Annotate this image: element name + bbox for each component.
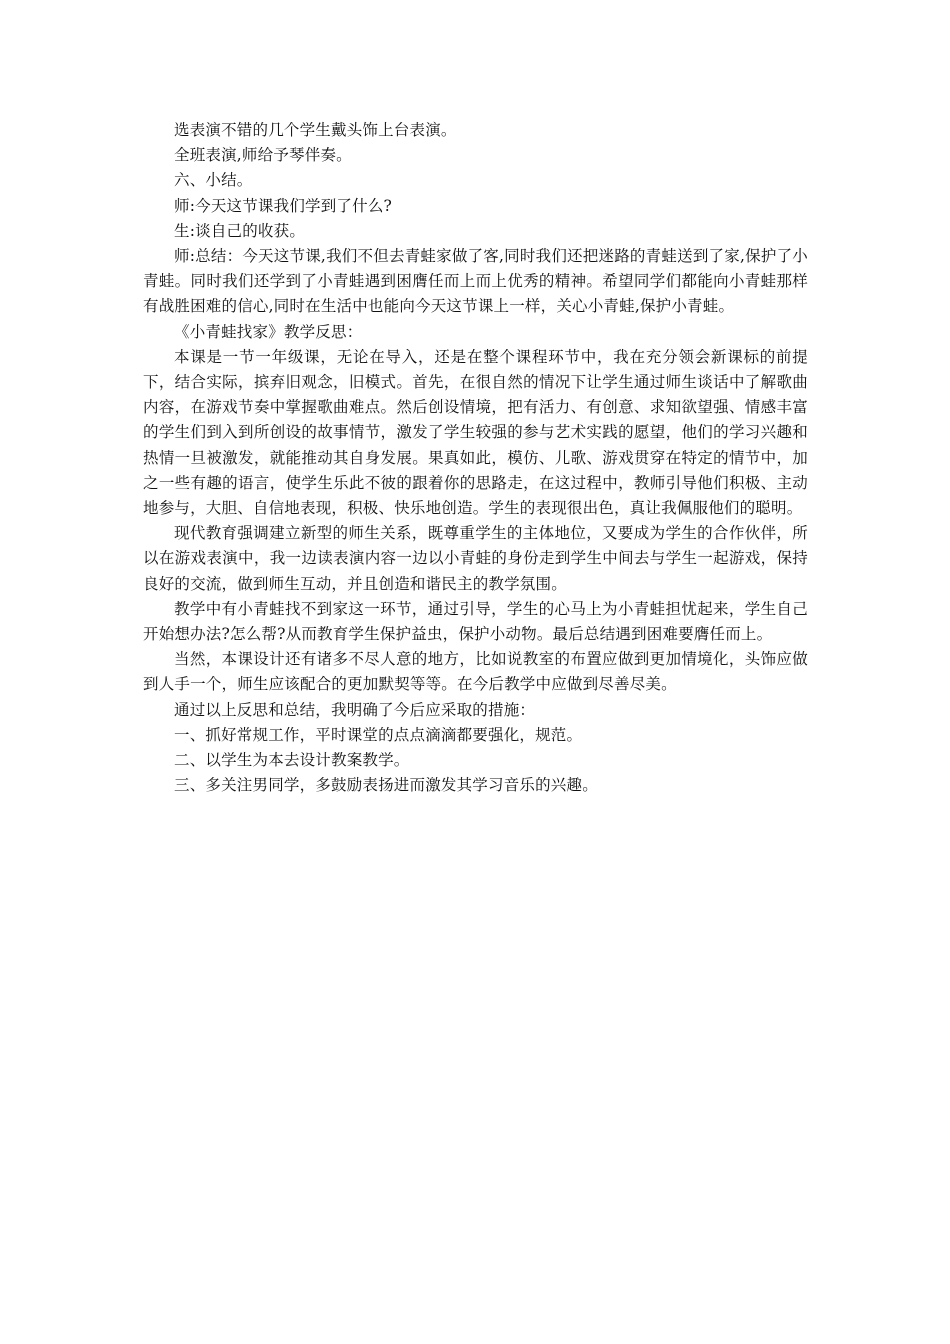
paragraph: 教学中有小青蛙找不到家这一环节，通过引导，学生的心马上为小青蛙担忧起来，学生自己开始想办法?怎么帮?从而教育学生保护益虫，保护小动物。最后总结遇到困难要膺任而上。 <box>143 599 808 644</box>
paragraph: 选表演不错的几个学生戴头饰上台表演。 <box>174 121 457 139</box>
paragraph: 当然，本课设计还有诸多不尽人意的地方，比如说教室的布置应做到更加情境化，头饰应做到人手一个，师生应该配合的更加默契等等。在今后教学中应做到尽善尽美。 <box>143 650 808 694</box>
section-heading: 六、小结。 <box>174 171 253 190</box>
reflection-title: 《小青蛙找家》教学反思： <box>174 322 363 341</box>
paragraph: 生:谈自己的收获。 <box>174 221 306 240</box>
document-page <box>143 118 808 798</box>
paragraph: 师:今天这节课我们学到了什么? <box>174 196 393 215</box>
paragraph: 全班表演,师给予琴伴奏。 <box>174 146 352 165</box>
paragraph: 师:总结：今天这节课,我们不但去青蛙家做了客,同时我们还把迷路的青蛙送到了家,保护了小青蛙。同时我们还学到了小青蛙遇到困膺任而上而上优秀的精神。希望同学们都能向小青蛙那样有战胜困难的信心,同时在生活中也能向今天这节课上一样，关心小青蛙,保护小青蛙。 <box>143 247 808 316</box>
list-item: 二、以学生为本去设计教案教学。 <box>174 751 410 770</box>
paragraph: 本课是一节一年级课，无论在导入，还是在整个课程环节中，我在充分领会新课标的前提下，结合实际，摈弃旧观念，旧模式。首先，在很自然的情况下让学生通过师生谈话中了解歌曲内容，在游戏节奏中掌握歌曲难点。然后创设情境，把有活力、有创意、求知欲望强、情感丰富的学生们到入到所创设的故事情节，激发了学生较强的参与艺术实践的愿望，他们的学习兴趣和热情一旦被激发，就能推动其自身发展。果真如此，模仿、儿歌、游戏贯穿在特定的情节中，加之一些有趣的语言，使学生乐此不彼的跟着你的思路走，在这过程中，教师引导他们积极、主动地参与，大胆、自信地表现，积极、快乐地创造。学生的表现很出色，真让我佩服他们的聪明。 <box>143 347 808 518</box>
list-item: 一、抓好常规工作，平时课堂的点点滴滴都要强化，规范。 <box>174 725 583 744</box>
paragraph: 现代教育强调建立新型的师生关系，既尊重学生的主体地位，又要成为学生的合作伙伴，所以在游戏表演中，我一边读表演内容一边以小青蛙的身份走到学生中间去与学生一起游戏，保持良好的交流，做到师生互动，并且创造和谐民主的教学氛围。 <box>143 524 808 593</box>
paragraph: 通过以上反思和总结，我明确了今后应采取的措施： <box>174 700 536 719</box>
list-item: 三、多关注男同学，多鼓励表扬进而激发其学习音乐的兴趣。 <box>174 776 598 795</box>
